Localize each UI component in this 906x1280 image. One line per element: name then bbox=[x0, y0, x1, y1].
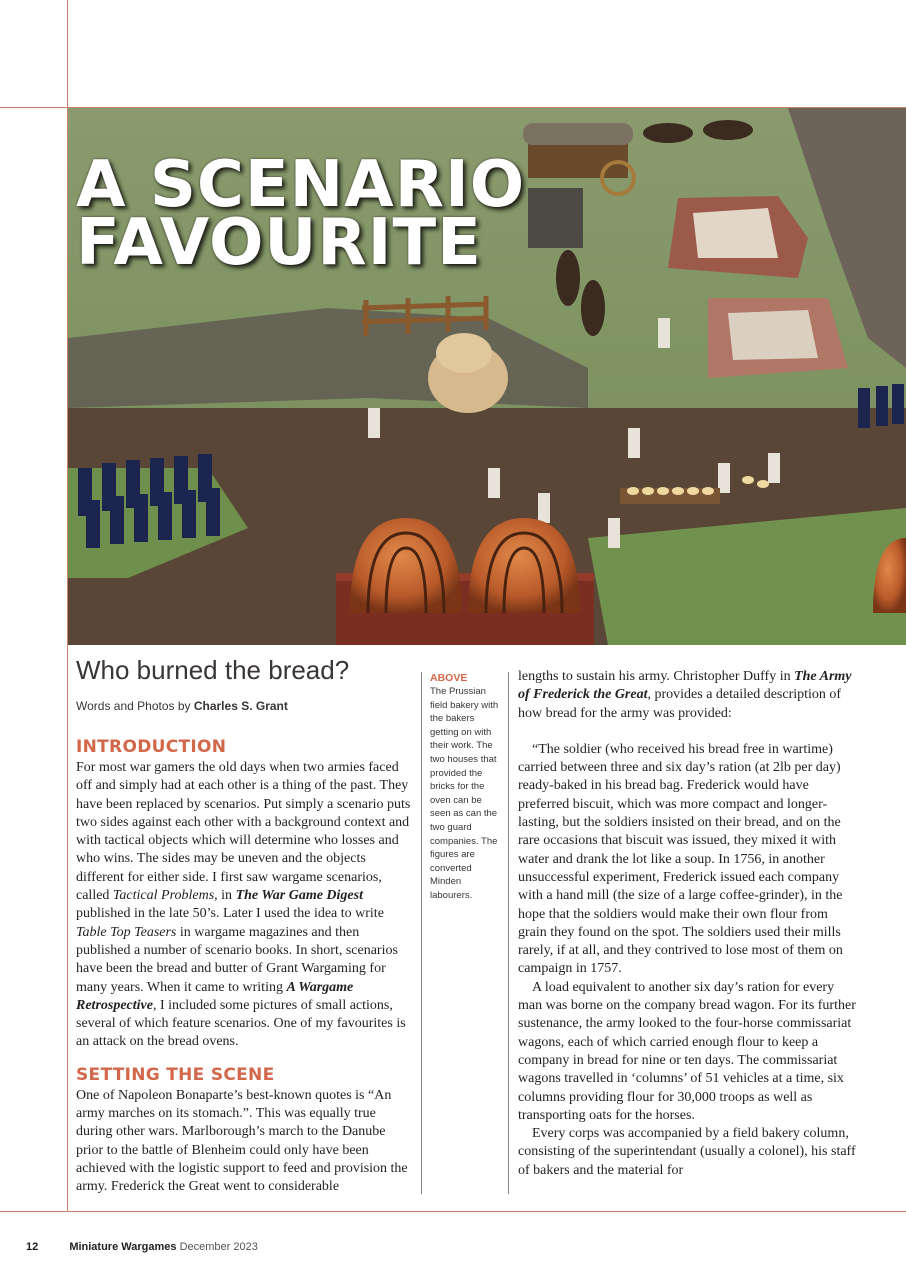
intro-text-4: in wargame magazines and then published a number of scenario books. In short, scenarios have been the bread and butter of Grant Wargaming for many years. When it came to writing bbox=[76, 924, 398, 995]
column-divider-right bbox=[508, 672, 509, 1194]
right-text-2: , provides a detailed description of how bread for the army was provided: bbox=[518, 687, 842, 721]
right-intro-paragraph bbox=[518, 668, 860, 723]
issue-date: December 2023 bbox=[179, 1241, 258, 1253]
page-number: 12 bbox=[26, 1241, 39, 1253]
left-column bbox=[76, 736, 412, 1209]
hero-photo bbox=[68, 108, 906, 645]
hero-title bbox=[76, 148, 526, 280]
intro-text-2: , in bbox=[214, 888, 236, 904]
intro-em-tactical-problems: Tactical Problems bbox=[112, 888, 215, 904]
photo-caption bbox=[430, 672, 500, 903]
quote-paragraph-2: A load equivalent to another six day’s ration for every man was borne on the company bread wagon. For its further sustenance, the army looked to the four-horse commissariat wagons, each of which carried enough flour to keep a company in bread for nine or ten days. The commissariat wagons travelled in ‘columns’ of 51 vehicles at a time, six columns providing flour for 30,000 troops as well as transporting oats for the horses. bbox=[518, 979, 856, 1123]
setting-paragraph: One of Napoleon Bonaparte’s best-known quotes is “An army marches on its stomach.”. This was equally true during other wars. Marlborough’s march to the Danube prior to the battle of Blenheim could only have been achieved with the logistic support to feed and provision the army. Frederick the Great went to considerable bbox=[76, 1087, 408, 1195]
quote-paragraph-1: “The soldier (who received his bread free in wartime) carried between three and six day’s ration (at 2lb per day) ready-baked in his bread bag. Frederick would have preferred biscuit, which was more compact and longer-lasting, but the soldiers insisted on their bread, and on the rare occasions that biscuit was issued, they mixed it with water and drank the lot like a soup. In 1756, in another unsuccessful experiment, Frederick issued each company with a hand mill (the size of a large coffee-grinder), in the hope that the soldiers would make their own flour from grain they found on the spot. The soldiers used their mills rarely, if at all, and they contrived to lose most of them on campaign in 1757. bbox=[518, 741, 843, 977]
byline-prefix: Words and Photos by bbox=[76, 699, 194, 713]
magazine-name: Miniature Wargames bbox=[69, 1241, 177, 1253]
intro-text-1: For most war gamers the old days when two armies faced off and simply had at each other is a thing of the past. They have been replaced by scenarios. Put simply a scenario puts two sides against each other with a background context and with tactical objects which will determine who losses and who wins. The sides may be uneven and the objects different for either side. I first saw wargame scenarios, called bbox=[76, 760, 411, 904]
intro-em-table-top-teasers: Table Top Teasers bbox=[76, 924, 177, 940]
hero-title-line-1: A SCENARIO bbox=[76, 148, 526, 222]
section-heading-introduction: INTRODUCTION bbox=[76, 737, 227, 757]
right-em-army-of-frederick: The Army of Frederick the Great bbox=[518, 669, 852, 703]
intro-paragraph bbox=[76, 759, 412, 1052]
right-text-1: lengths to sustain his army. Christopher Duffy in bbox=[518, 669, 795, 684]
quote-paragraph-3: Every corps was accompanied by a field bakery column, consisting of the superintendant (usually a colonel), his staff of bakers and the material for bbox=[518, 1126, 856, 1178]
intro-em-wargame-retrospective: A Wargame Retrospective bbox=[76, 979, 354, 1013]
section-heading-setting-the-scene: SETTING THE SCENE bbox=[76, 1064, 275, 1085]
page-footer bbox=[26, 1241, 258, 1253]
caption-label: ABOVE bbox=[430, 672, 468, 684]
column-divider-left bbox=[421, 672, 422, 1194]
byline-author: Charles S. Grant bbox=[193, 699, 288, 713]
intro-text-3: published in the late 50’s. Later I used the idea to write bbox=[76, 906, 384, 922]
bottom-rule bbox=[0, 1211, 906, 1212]
article-headline: Who burned the bread? bbox=[76, 655, 350, 685]
intro-text-5: , I included some pictures of small actions, several of which feature scenarios. One of my favourites is an attack on the bread ovens. bbox=[76, 997, 406, 1050]
intro-em-war-game-digest: The War Game Digest bbox=[235, 888, 363, 904]
caption-text: The Prussian field bakery with the bakers getting on with their work. The two houses that provided the bricks for the oven can be seen as can the two guard companies. The figures are converted Minden labourers. bbox=[430, 686, 499, 901]
hero-title-line-2: FAVOURITE bbox=[76, 206, 482, 280]
right-column bbox=[518, 668, 860, 1180]
byline bbox=[76, 699, 288, 713]
